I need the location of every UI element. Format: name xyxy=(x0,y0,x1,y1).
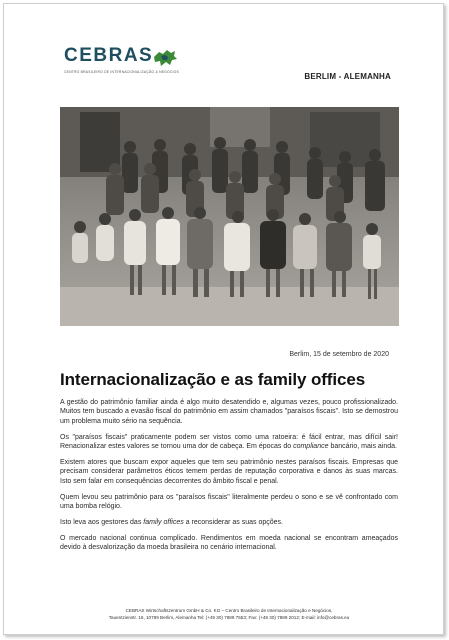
paragraph-2 xyxy=(60,433,398,452)
compliance-term: compliance xyxy=(293,443,329,451)
page-footer xyxy=(60,607,398,621)
location-label: BERLIM - ALEMANHA xyxy=(304,72,391,81)
family-offices-term: family offices xyxy=(143,519,184,527)
footer-company: CEBRAS Wirtschaftszentrum GmbH & Co. KG – Centro Brasileiro de Internacionalização e Negócios, xyxy=(125,608,333,613)
bear-logo-icon xyxy=(152,48,178,73)
paragraph-2-end: bancário, mais ainda. xyxy=(328,443,397,451)
paragraph-4: Quem levou seu patrimônio para os "paraísos fiscais" literalmente perdeu o sono e se vê confrontado com uma bomba relógio. xyxy=(60,493,398,511)
brand-name: CEBRAS xyxy=(64,45,154,66)
paragraph-1: A gestão do patrimônio familiar ainda é algo muito desatendido e, algumas vezes, pouco profissionalizado. Muitos tem buscado a evasão fiscal do patrimônio em assim chamados "paraísos fiscais". Isto se demostrou um problema muito sério na sequência. xyxy=(60,399,398,425)
document-page xyxy=(3,3,444,635)
paragraph-3: Existem atores que buscam expor aqueles que tem seu patrimônio nestes paraísos fiscais. Empresas que precisam considerar parâmetros éticos temem perdas de reputação corporativa e danos às suas marcas. Isto sem falar em consequências decorrentes do âmbito fiscal e penal. xyxy=(60,459,398,485)
paragraph-6: O mercado nacional continua complicado. Rendimentos em moeda nacional se encontram ameaçados devido à desvalorização da moeda brasileira no cenário internacional. xyxy=(60,534,398,552)
article-title: Internacionalização e as family offices xyxy=(60,370,366,389)
paragraph-5-end: a reconsiderar as suas opções. xyxy=(183,519,283,527)
paragraph-2-text: Os "paraísos fiscais" praticamente podem ser vistos como uma ratoeira: é fácil entrar, mas difícil sair! Renacionalizar estes valores se tornou uma dor de cabeça. Em épocas do xyxy=(60,433,398,451)
family-photo xyxy=(60,107,399,326)
paragraph-5 xyxy=(60,518,398,527)
brand-subtitle: CENTRO BRASILEIRO DE INTERNACIONALIZAÇÃO & NEGÓCIOS xyxy=(64,70,179,74)
article-date: Berlim, 15 de setembro de 2020 xyxy=(289,351,389,358)
paragraph-5-text: Isto leva aos gestores das xyxy=(60,519,144,527)
article-body xyxy=(60,398,398,559)
footer-address: Tauentzienstr. 16, 10789 Berlim, Alemanha Tel: (+49 30) 7889 7553; Fax: (+49 30) 7889 2012; E-mail: info@cebras.eu xyxy=(108,615,350,620)
